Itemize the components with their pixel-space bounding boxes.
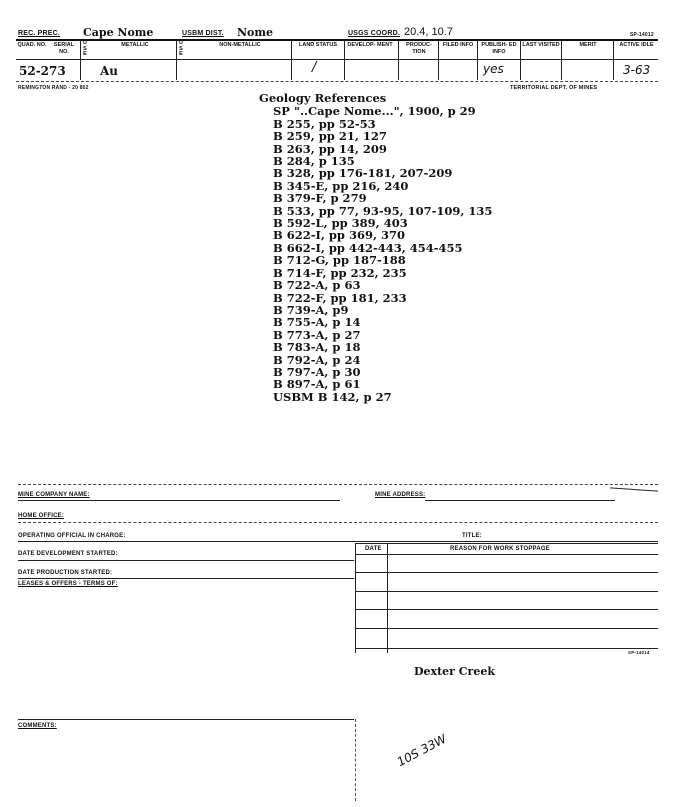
metallic-header: METALLIC [121,42,149,48]
mine-company-name-label: MINE COMPANY NAME: [18,492,90,498]
title-label: TITLE: [462,533,482,539]
quad-no-header: QUAD. NO. [17,42,47,48]
record-bottom-dash [16,81,658,82]
form-number-top: SP-14012 [630,32,654,38]
geology-ref-item: B 792-A, p 24 [273,352,361,367]
non-metallic-header: NON-METALLIC [219,42,261,48]
geology-ref-item: B 797-A, p 30 [273,364,361,379]
geology-ref-item: B 783-A, p 18 [273,340,361,355]
geology-ref-item: B 533, pp 77, 93-95, 107-109, 135 [273,203,493,218]
land-status-header: LAND STATUS [299,42,337,48]
use-right-header: U S E [179,40,183,57]
geology-ref-item: B 622-I, pp 369, 370 [273,228,405,243]
geology-ref-item: B 255, pp 52-53 [273,116,376,131]
filed-info-header: FILED INFO [442,42,474,48]
usbm-dist-label: USBM DIST. [182,30,224,37]
geology-ref-item: B 662-I, pp 442-443, 454-455 [273,240,463,255]
comments-label: COMMENTS: [18,723,57,729]
rec-prec-value: Cape Nome [83,26,154,39]
use-left-header: U S E [83,40,87,57]
serial-no-header: SERIAL NO. [53,42,75,55]
handwritten-note: 10S 33W [394,731,449,770]
geology-ref-item: B 773-A, p 27 [273,327,361,342]
leases-label: LEASES & OFFERS - TERMS OF: [18,581,118,587]
geology-ref-item: B 739-A, p9 [273,302,349,317]
date-production-label: DATE PRODUCTION STARTED: [18,570,113,576]
footer-right: TERRITORIAL DEPT. OF MINES [510,85,598,91]
form-number-bottom: SP-14014 [628,650,650,655]
geology-ref-item: B 284, p 135 [273,154,355,169]
rec-prec-label: REC. PREC. [18,30,61,37]
reason-column-header: REASON FOR WORK STOPPAGE [450,546,550,552]
merit-header: MERIT [579,42,597,48]
published-info-header: PUBLISH- ED INFO [481,42,517,55]
operating-official-label: OPERATING OFFICIAL IN CHARGE: [18,533,126,539]
metallic-value: Au [100,64,119,78]
geology-ref-item: USBM B 142, p 27 [273,389,392,404]
geology-ref-item: B 592-L, pp 389, 403 [273,216,408,231]
date-development-label: DATE DEVELOPMENT STARTED: [18,551,118,557]
development-header: DEVELOP- MENT [347,42,393,48]
geology-ref-item: B 714-F, pp 232, 235 [273,265,407,280]
form-divider-dash [18,484,658,485]
geology-ref-item: B 259, pp 21, 127 [273,129,387,144]
geology-ref-list [259,105,492,403]
active-idle-header: ACTIVE IDLE [619,42,654,48]
date-column-header: DATE [365,546,382,552]
quad-serial-value: 52-273 [19,64,66,78]
geology-ref-item: B 263, pp 14, 209 [273,141,387,156]
last-visited-header: LAST VISITED [522,42,560,48]
geology-ref-item: B 712-G, pp 187-188 [273,253,406,268]
geology-ref-item: B 328, pp 176-181, 207-209 [273,166,453,181]
land-status-value: / [312,60,317,75]
published-info-value: yes [483,62,504,76]
typed-note: Dexter Creek [414,665,495,678]
geology-ref-item: SP "..Cape Nome...", 1900, p 29 [273,104,476,119]
mine-address-label: MINE ADDRESS: [375,492,426,498]
geology-ref-item: B 755-A, p 14 [273,315,361,330]
production-header: PRODUC- TION [406,42,432,55]
geology-references [259,92,492,403]
geology-ref-item: B 722-A, p 63 [273,278,361,293]
geology-ref-item: B 897-A, p 61 [273,377,361,392]
usgs-coord-value: 20.4, 10.7 [404,26,453,38]
footer-left: REMINGTON RAND - 20 802 [18,85,89,91]
geology-heading: Geology References [259,91,387,105]
home-office-label: HOME OFFICE: [18,513,65,519]
geology-ref-item: B 379-F, p 279 [273,191,367,206]
usgs-coord-label: USGS COORD. [348,30,400,37]
usbm-dist-value: Nome [237,26,274,39]
geology-ref-item: B 722-F, pp 181, 233 [273,290,407,305]
geology-ref-item: B 345-E, pp 216, 240 [273,178,409,193]
active-idle-value: 3-63 [623,63,651,77]
